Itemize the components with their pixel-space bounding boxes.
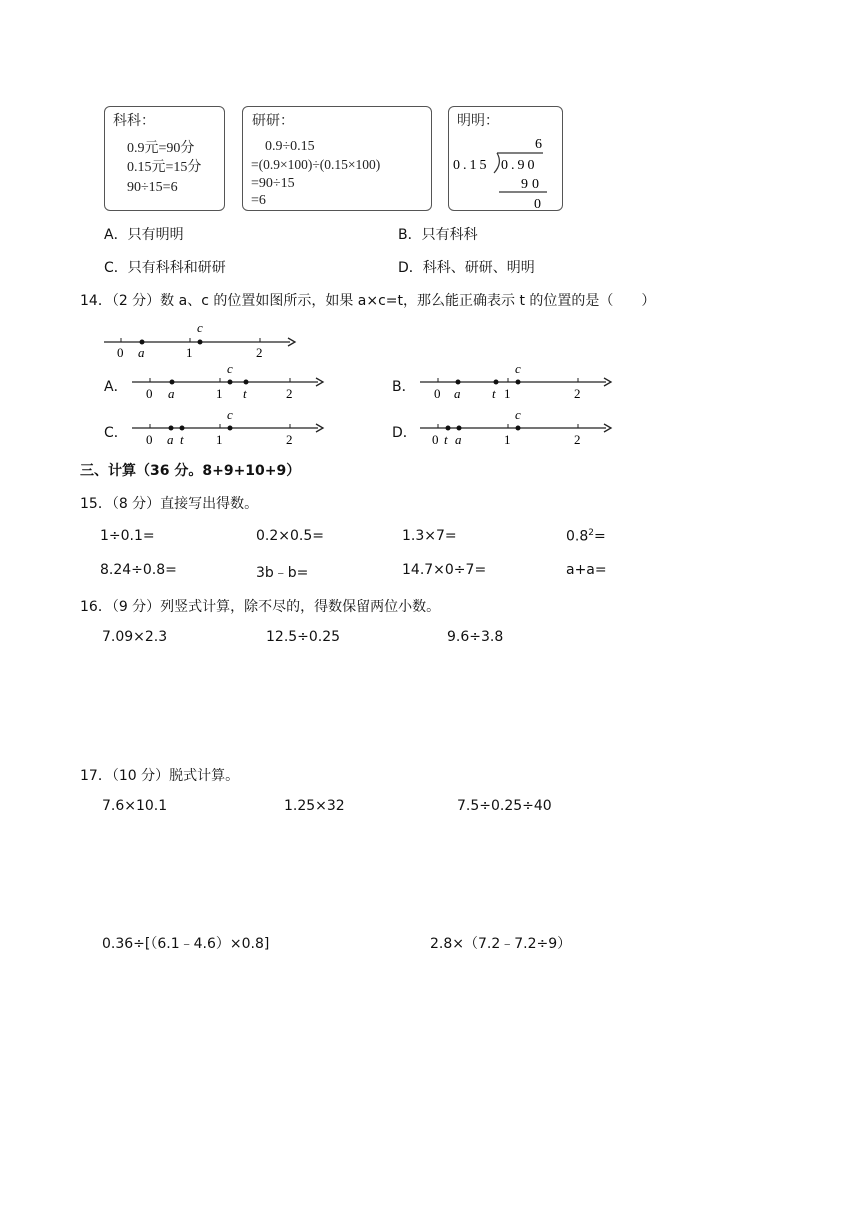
svg-text:2: 2 (286, 432, 293, 447)
division-remainder: 0 (534, 197, 541, 209)
q14-option-d-label[interactable]: D． (392, 425, 417, 441)
svg-text:c: c (197, 320, 203, 335)
svg-text:c: c (227, 408, 233, 422)
q14-option-d-line[interactable] (418, 408, 614, 448)
yanyan-title: 研研： (252, 114, 294, 129)
svg-text:0: 0 (432, 432, 439, 447)
q17-item-3: 7.5÷0.25÷40 (457, 798, 552, 814)
svg-text:t: t (180, 432, 184, 447)
svg-text:t: t (444, 432, 448, 447)
svg-text:a: a (454, 386, 461, 401)
q13-option-c[interactable]: C．只有科科和研研 (104, 260, 226, 276)
q13-option-b[interactable]: B．只有科科 (398, 227, 478, 243)
q17-item-4: 0.36÷[（6.1﹣4.6）×0.8] (102, 936, 270, 952)
yanyan-line-1: 0.9÷0.15 (265, 139, 315, 154)
q15-item-8: a+a= (566, 562, 607, 578)
q14-option-a-label[interactable]: A． (104, 379, 128, 395)
svg-text:1: 1 (186, 345, 193, 360)
q13-option-d[interactable]: D．科科、研研、明明 (398, 260, 535, 276)
mingming-method-box (448, 106, 563, 211)
q17-item-2: 1.25×32 (284, 798, 345, 814)
svg-text:c: c (515, 362, 521, 376)
division-product: 90 (521, 177, 543, 192)
section-3-title: 三、计算（36 分。8+9+10+9） (80, 463, 301, 479)
q14-option-b-label[interactable]: B． (392, 379, 416, 395)
svg-text:1: 1 (216, 432, 223, 447)
keke-method-box (104, 106, 225, 211)
svg-text:1: 1 (504, 386, 511, 401)
svg-text:2: 2 (286, 386, 293, 401)
q14-stem: 14．（2 分）数 a、c 的位置如图所示，如果 a×c=t，那么能正确表示 t 的位置的是（ ） (80, 293, 656, 309)
q14-option-c-line[interactable] (130, 408, 326, 448)
q14-option-b-line[interactable] (418, 362, 614, 402)
svg-text:t: t (492, 386, 496, 401)
q16-item-3: 9.6÷3.8 (447, 629, 504, 645)
svg-text:0: 0 (146, 386, 153, 401)
q15-stem: 15．（8 分）直接写出得数。 (80, 496, 259, 512)
division-dividend: 0.90 (501, 158, 538, 173)
yanyan-method-box (242, 106, 432, 211)
yanyan-line-2: =(0.9×100)÷(0.15×100) (251, 157, 381, 172)
svg-text:a: a (167, 432, 174, 447)
q16-item-1: 7.09×2.3 (102, 629, 168, 645)
q17-stem: 17．（10 分）脱式计算。 (80, 768, 240, 784)
svg-text:a: a (138, 345, 145, 360)
svg-text:1: 1 (504, 432, 511, 447)
q15-item-2: 0.2×0.5= (256, 528, 324, 544)
q14-option-a-line[interactable] (130, 362, 326, 402)
keke-title: 科科： (113, 114, 155, 129)
long-division-diagram (449, 131, 562, 209)
q15-item-6: 3b﹣b= (256, 565, 309, 581)
q15-item-1: 1÷0.1= (100, 528, 155, 544)
yanyan-line-4: =6 (251, 193, 266, 208)
mingming-title: 明明： (457, 114, 499, 129)
keke-line-2: 0.15元=15分 (127, 160, 202, 175)
q14-option-c-label[interactable]: C． (104, 425, 128, 441)
svg-text:a: a (455, 432, 462, 447)
svg-text:a: a (168, 386, 175, 401)
q15-item-3: 1.3×7= (402, 528, 457, 544)
svg-text:0: 0 (434, 386, 441, 401)
q16-stem: 16．（9 分）列竖式计算，除不尽的，得数保留两位小数。 (80, 599, 441, 615)
svg-text:2: 2 (256, 345, 263, 360)
q15-item-5: 8.24÷0.8= (100, 562, 177, 578)
q15-item-7: 14.7×0÷7= (402, 562, 487, 578)
division-divisor: 0.15 (453, 158, 490, 173)
svg-text:2: 2 (574, 386, 581, 401)
keke-line-1: 0.9元=90分 (127, 141, 195, 156)
svg-text:c: c (515, 408, 521, 422)
q13-option-a[interactable]: A．只有明明 (104, 227, 184, 243)
q15-item-4: $0.8^2=$ (566, 528, 606, 545)
yanyan-line-3: =90÷15 (251, 176, 295, 191)
q16-item-2: 12.5÷0.25 (266, 629, 341, 645)
svg-text:t: t (243, 386, 247, 401)
keke-line-3: 90÷15=6 (127, 180, 178, 195)
svg-text:0: 0 (117, 345, 124, 360)
svg-text:0: 0 (146, 432, 153, 447)
svg-text:1: 1 (216, 386, 223, 401)
svg-text:c: c (227, 362, 233, 376)
q17-item-5: 2.8×（7.2﹣7.2÷9） (430, 936, 572, 952)
division-quotient: 6 (535, 137, 545, 152)
q14-number-line (102, 314, 298, 360)
q17-item-1: 7.6×10.1 (102, 798, 168, 814)
svg-text:2: 2 (574, 432, 581, 447)
